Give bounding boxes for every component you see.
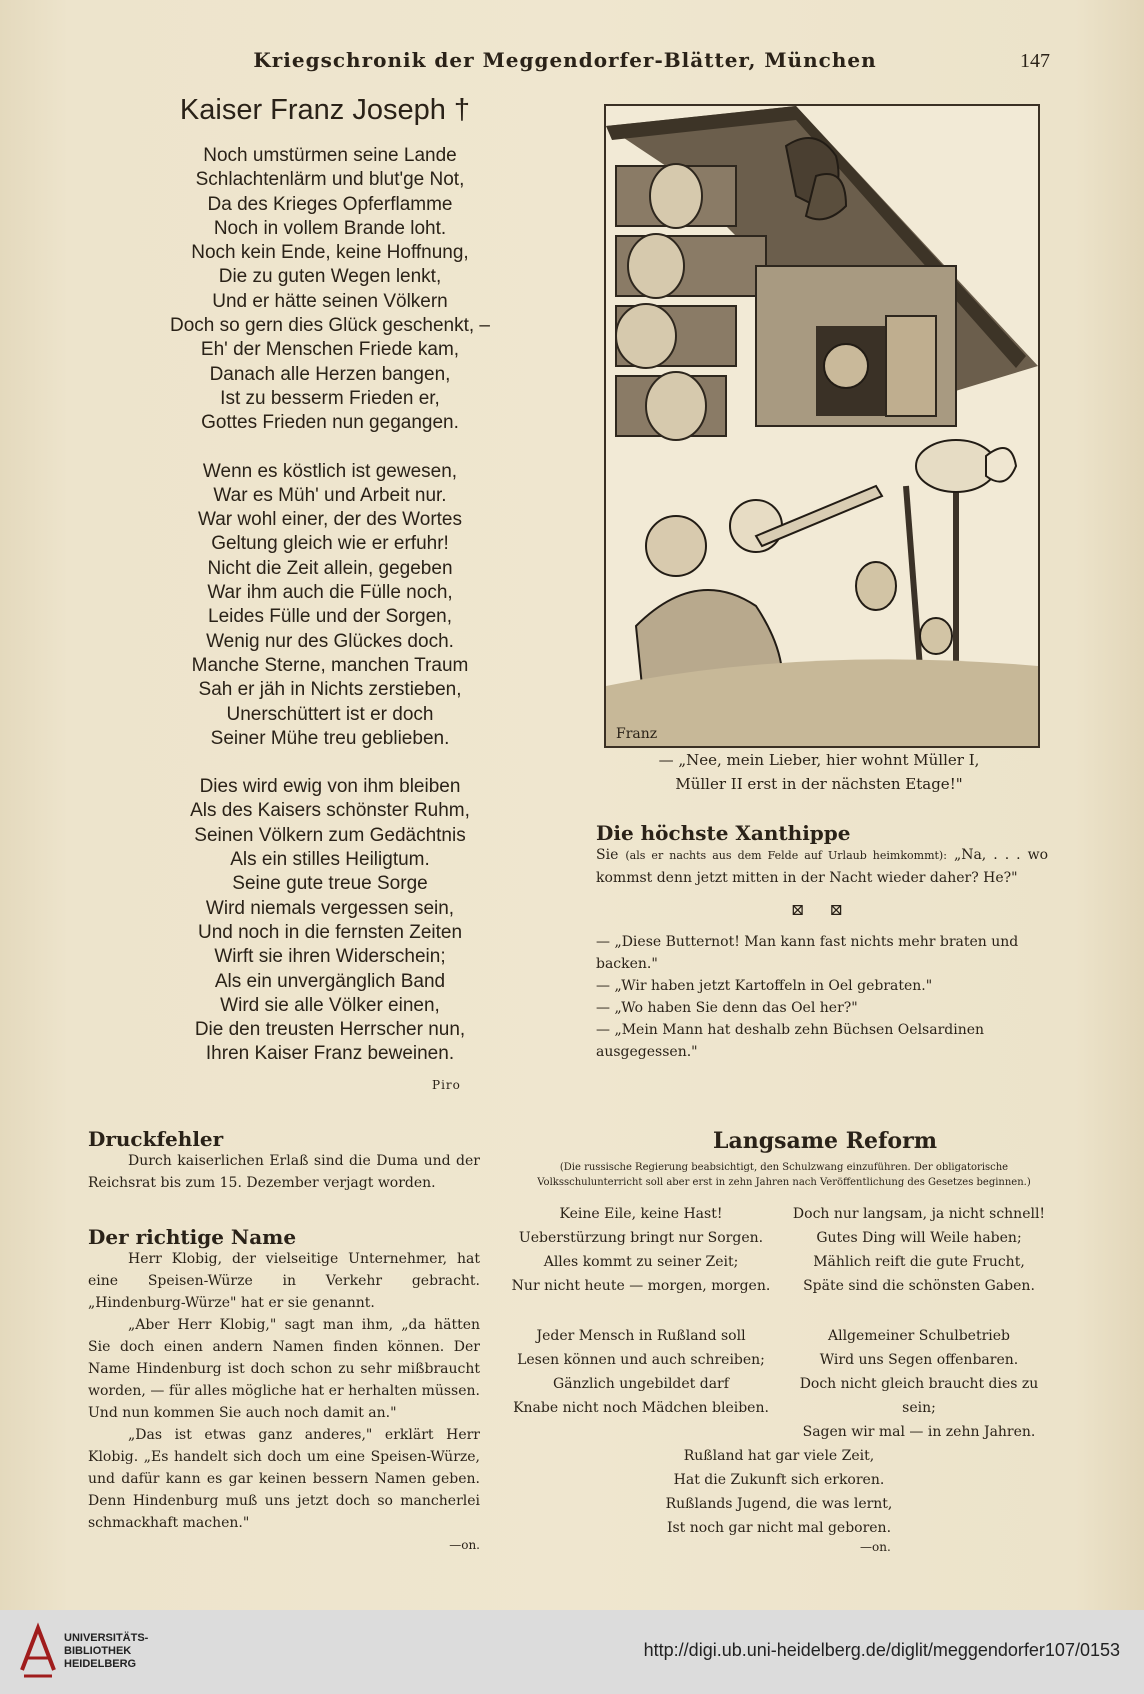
verse-line: Allgemeiner Schulbetrieb [827, 1328, 1011, 1344]
poem-line: Seinen Völkern zum Gedächtnis [194, 824, 466, 846]
verse-line: Gutes Ding will Weile haben; [816, 1230, 1022, 1246]
stage-direction: (als er nachts aus dem Felde auf Urlaub heimkommt): [625, 849, 947, 862]
poem-line: Seiner Mühe treu geblieben. [210, 727, 450, 749]
section-heading: Druckfehler [88, 1127, 224, 1151]
reform-stanza-5 [644, 1444, 914, 1540]
poem-line: Geltung gleich wie er erfuhr! [211, 533, 449, 555]
poem-line: Die zu guten Wegen lenkt, [218, 266, 442, 288]
poem-line: Nicht die Zeit allein, gegeben [207, 557, 453, 579]
section-heading: Langsame Reform [713, 1128, 937, 1154]
poem-line: Manche Sterne, manchen Traum [191, 654, 469, 676]
library-name [64, 1632, 148, 1671]
reform-stanza-2 [784, 1202, 1054, 1298]
verse-line: Keine Eile, keine Hast! [559, 1206, 723, 1222]
poem-line: War ihm auch die Fülle noch, [207, 582, 453, 604]
cartoon-illustration [604, 104, 1040, 748]
poem-line: Wirft sie ihren Widerschein; [214, 946, 446, 968]
signature: —on. [449, 1538, 480, 1552]
poem-stanza-2 [120, 460, 540, 752]
poem-line: Und er hätte seinen Völkern [212, 290, 448, 312]
verse-line: Späte sind die schönsten Gaben. [803, 1278, 1035, 1294]
poem-line: Unerschüttert ist er doch [226, 703, 434, 725]
poem-line: Und noch in die fernsten Zeiten [197, 921, 463, 943]
verse-line: Rußland hat gar viele Zeit, [683, 1448, 875, 1464]
poem-stanza-3 [120, 775, 540, 1067]
poem-line: Schlachtenlärm und blut'ge Not, [195, 169, 465, 191]
dialogue-joke [596, 931, 1048, 1063]
artist-signature: Franz [616, 726, 658, 742]
poem-title: Kaiser Franz Joseph † [179, 94, 471, 126]
dialogue-line: — „Wir haben jetzt Kartoffeln in Oel gebraten." [596, 978, 933, 994]
poem-line: Die den treusten Herrscher nun, [194, 1019, 466, 1041]
reform-stanza-4 [784, 1324, 1054, 1444]
verse-line: Doch nur langsam, ja nicht schnell! [792, 1206, 1046, 1222]
poem-line: Als ein stilles Heiligtum. [230, 849, 430, 871]
reform-stanza-1 [506, 1202, 776, 1298]
speaker: Sie [596, 847, 619, 863]
verse-line: Ist noch gar nicht mal geboren. [666, 1520, 892, 1536]
poem-line: Danach alle Herzen bangen, [209, 363, 451, 385]
library-footer [0, 1610, 1144, 1694]
dialogue-line: — „Wo haben Sie denn das Oel her?" [596, 1000, 858, 1016]
permalink-url[interactable]: http://digi.ub.uni-heidelberg.de/diglit/meggendorfer107/0153 [643, 1640, 1120, 1660]
poem-line: Leides Fülle und der Sorgen, [208, 606, 452, 628]
cartoon-caption [596, 748, 1042, 796]
poem-line: Da des Krieges Opferflamme [207, 193, 453, 215]
poem-line: Ihren Kaiser Franz beweinen. [205, 1043, 455, 1065]
verse-line: Sagen wir mal — in zehn Jahren. [802, 1424, 1036, 1440]
library-line: BIBLIOTHEK [64, 1645, 132, 1657]
reform-note: (Die russische Regierung beabsichtigt, den Schulzwang einzuführen. Der obligatorische Volksschulunterricht soll aber erst in zehn Jahren nach Veröffentlichung des Gesetzes beginnen.) [537, 1162, 1031, 1188]
poem [120, 144, 540, 1091]
poem-line: Wird sie alle Völker einen, [220, 994, 440, 1016]
caption-line: — „Nee, mein Lieber, hier wohnt Müller I, [658, 751, 980, 769]
poem-line: Ist zu besserm Frieden er, [220, 387, 440, 409]
verse-line: Knabe nicht noch Mädchen bleiben. [513, 1400, 769, 1416]
poem-line: Eh' der Menschen Friede kam, [200, 339, 460, 361]
reform-stanza-3 [506, 1324, 776, 1420]
poem-line: Doch so gern dies Glück geschenkt, – [169, 315, 490, 337]
library-line: HEIDELBERG [64, 1658, 137, 1670]
verse-line: Ueberstürzung bringt nur Sorgen. [518, 1230, 764, 1246]
section-heading: Die höchste Xanthippe [596, 821, 851, 845]
name-section [88, 1226, 480, 1556]
poem-line: Wenig nur des Glückes doch. [206, 630, 454, 652]
library-line: UNIVERSITÄTS- [64, 1632, 149, 1644]
poem-line: Dies wird ewig von ihm bleiben [199, 776, 461, 798]
poem-stanza-1 [120, 144, 540, 436]
ornament-divider: ⊠ ⊠ [791, 900, 853, 919]
running-title: Kriegschronik der Meggendorfer-Blätter, München [253, 48, 877, 72]
page-number: 147 [1020, 50, 1050, 72]
poem-line: Noch umstürmen seine Lande [203, 145, 457, 166]
section-text: Durch kaiserlichen Erlaß sind die Duma und der Reichsrat bis zum 15. Dezember verjagt worden. [88, 1153, 480, 1191]
druckfehler-section [88, 1128, 480, 1194]
paragraph: Herr Klobig, der vielseitige Unternehmer, hat eine Speisen-Würze in Verkehr gebracht. „Hindenburg-Würze" hat er sie genannt. [88, 1251, 480, 1311]
cartoon-drawing [606, 106, 1038, 746]
xanthippe-section [596, 822, 1048, 1063]
poem-line: Noch kein Ende, keine Hoffnung, [191, 242, 469, 264]
xanthippe-text [596, 844, 1048, 889]
verse-line: Alles kommt zu seiner Zeit; [543, 1254, 739, 1270]
paragraph: „Aber Herr Klobig," sagt man ihm, „da hätten Sie doch einen andern Namen finden können. Der Name Hindenburg ist doch schon zu sehr mißbraucht worden, — für alles mögliche hat er herhalten müssen. Und nun kommen Sie auch noch damit an." [88, 1317, 480, 1421]
page-header [240, 48, 1060, 82]
verse-line: Doch nicht gleich braucht dies zu sein; [799, 1376, 1039, 1416]
verse-line: Gänzlich ungebildet darf [553, 1376, 729, 1392]
library-logo-icon [18, 1620, 58, 1680]
section-heading: Der richtige Name [88, 1225, 297, 1249]
poem-line: Wird niemals vergessen sein, [205, 897, 455, 919]
verse-line: Wird uns Segen offenbaren. [819, 1352, 1019, 1368]
verse-line: Hat die Zukunft sich erkoren. [673, 1472, 885, 1488]
poem-line: Wenn es köstlich ist gewesen, [202, 460, 458, 482]
poem-author: Piro [432, 1078, 461, 1092]
paragraph: „Das ist etwas ganz anderes," erklärt Herr Klobig. „Es handelt sich doch um eine Speisen-Würze, und dafür kann es gar keinen bessern Namen geben. Denn Hindenburg muß uns jetzt doch so mancherlei schmackhaft machen." [88, 1427, 480, 1531]
dialogue-line: — „Mein Mann hat deshalb zehn Büchsen Oelsardinen ausgegessen." [596, 1022, 985, 1060]
verse-line: Mählich reift die gute Frucht, [813, 1254, 1025, 1270]
poem-line: War wohl einer, der des Wortes [198, 509, 462, 531]
dialogue-line: — „Diese Butternot! Man kann fast nichts mehr braten und backen." [596, 934, 1019, 972]
quote: „Na, . . . wo kommst denn jetzt mitten in der Nacht wieder daher? He?" [596, 847, 1049, 886]
poem-line: Gottes Frieden nun gegangen. [201, 412, 459, 434]
verse-line: Rußlands Jugend, die was lernt, [665, 1496, 893, 1512]
signature: —on. [860, 1540, 891, 1554]
verse-line: Lesen können und auch schreiben; [517, 1352, 765, 1368]
poem-line: War es Müh' und Arbeit nur. [213, 484, 447, 506]
poem-line: Seine gute treue Sorge [232, 873, 428, 895]
verse-line: Jeder Mensch in Rußland soll [536, 1328, 746, 1344]
verse-line: Nur nicht heute — morgen, morgen. [511, 1278, 771, 1294]
poem-line: Als des Kaisers schönster Ruhm, [190, 800, 470, 822]
poem-line: Als ein unvergänglich Band [214, 970, 446, 992]
poem-line: Noch in vollem Brande loht. [213, 217, 447, 239]
poem-line: Sah er jäh in Nichts zerstieben, [198, 679, 462, 701]
caption-line: Müller II erst in der nächsten Etage!" [675, 775, 963, 793]
